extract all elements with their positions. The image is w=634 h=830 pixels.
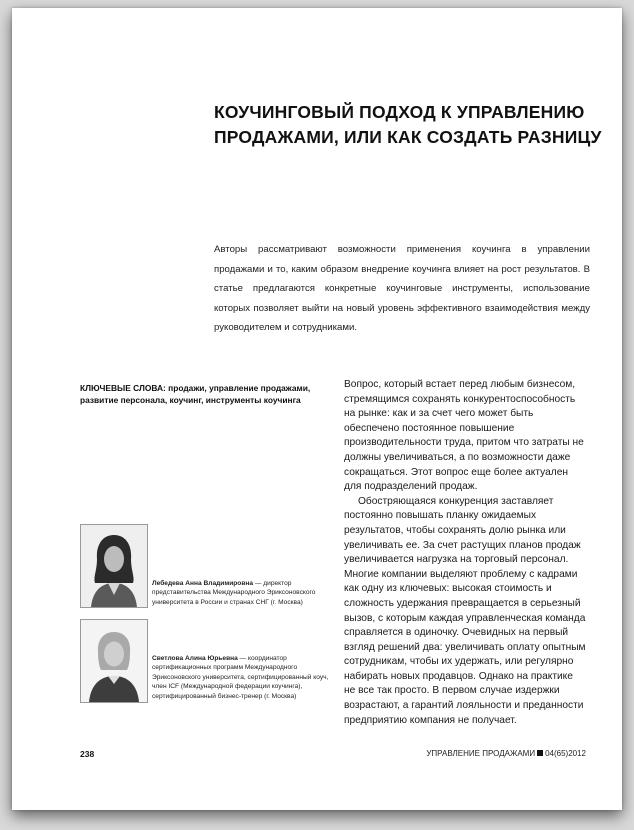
- journal-footer: [426, 749, 586, 758]
- article-abstract: Авторы рассматривают возможности применения коучинга в управлении продажами и то, каким образом внедрение коучинга влияет на рост результатов. В статье предлагаются конкретные коучинговые инструменты, использование которых позволяет выйти на новый уровень эффективного взаимодействия между руководителем и сотрудниками.: [214, 244, 590, 333]
- author-name-1: Лебедева Анна Владимировна: [152, 580, 254, 587]
- footer-square-icon: [537, 750, 543, 756]
- article-body: [344, 378, 586, 728]
- author-bio-1: — директор представительства Международного Эриксоновского университета в России и странах СНГ (г. Москва): [152, 580, 316, 606]
- article-title-line-1: КОУЧИНГОВЫЙ ПОДХОД К УПРАВЛЕНИЮ: [214, 102, 585, 122]
- body-paragraph-1: Вопрос, который встает перед любым бизнесом, стремящимся сохранять конкурентоспособность на рынке: как и за счет чего может быть обеспечено постоянное повышение производительности труда, притом что затраты не должны увеличиваться, а по возможности даже сокращаться. Этот вопрос еще более актуален для подразделений продаж.: [344, 379, 584, 493]
- author-bio-2: — координатор сертификационных программ Международного Эриксоновского университета, сертифицированный коуч, член ICF (Международной федерации коучинга), сертифицированный бизнес-тренер (г. Москва): [152, 655, 329, 700]
- article-title: [214, 100, 602, 150]
- author-portrait-1-icon: [81, 525, 147, 607]
- document-page: [12, 8, 622, 810]
- keywords-label: КЛЮЧЕВЫЕ СЛОВА:: [80, 383, 166, 393]
- journal-name: УПРАВЛЕНИЕ ПРОДАЖАМИ: [426, 749, 536, 758]
- author-portrait-2-icon: [81, 620, 147, 702]
- author-photo-1: [80, 524, 148, 608]
- author-caption-2: [152, 654, 332, 701]
- page-number: 238: [80, 749, 95, 759]
- article-title-line-2: ПРОДАЖАМИ, ИЛИ КАК СОЗДАТЬ РАЗНИЦУ: [214, 127, 602, 147]
- journal-issue: 04(65)2012: [545, 749, 586, 758]
- keywords-text: продажи, управление продажами, развитие персонала, коучинг, инструменты коучинга: [80, 383, 311, 405]
- author-photo-2: [80, 619, 148, 703]
- keywords-block: [80, 382, 338, 406]
- author-caption-1: [152, 579, 332, 607]
- author-name-2: Светлова Алина Юрьевна: [152, 655, 238, 662]
- body-paragraph-2: Обостряющаяся конкуренция заставляет постоянно повышать планку ожидаемых результатов, чтобы сохранять долю рынка или увеличивать ее. За счет растущих планов продаж увеличивается нагрузка на торговый персонал. Многие компании выделяют проблему с кадрами как одну из ключевых: высокая стоимость и сложность удержания превращается в серьезный вызов, с которым каждая управленческая команда справляется в одиночку. Очевидных на первый взгляд решений два: увеличивать оплату опытным сотрудникам, чтобы их удержать, или регулярно набирать новых продавцов. Однако на практике не все так просто. В первом случае издержки возрастают, а гарантий лояльности и преданности предприятию компания не получает.: [344, 495, 586, 726]
